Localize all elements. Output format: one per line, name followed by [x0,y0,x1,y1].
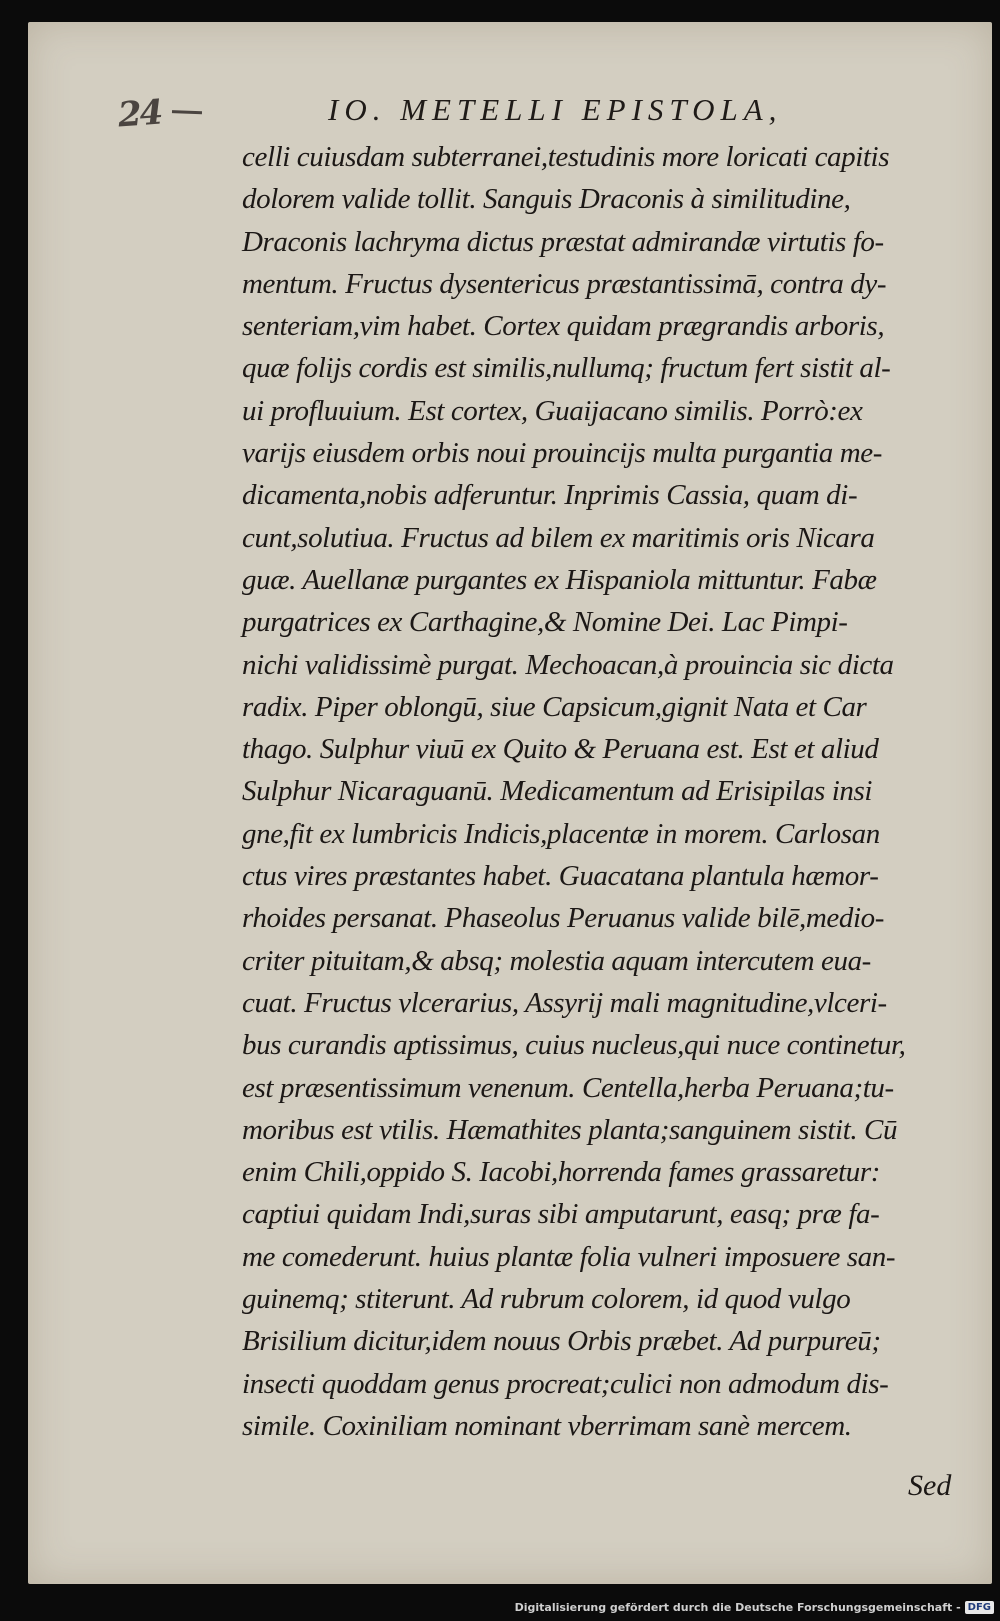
catchword: Sed [908,1469,952,1502]
text-line: Brisilium dicitur,idem nouus Orbis præbet. Ad purpureū; [242,1325,881,1358]
text-line: captiui quidam Indi,suras sibi amputarunt, easq; præ fa- [242,1198,880,1231]
handwritten-folio-number: 24 [116,92,163,136]
text-line: radix. Piper oblongū, siue Capsicum,gignit Nata et Car [242,690,867,723]
text-line: cuat. Fructus vlcerarius, Assyrij mali magnitudine,vlceri- [242,986,887,1019]
text-line: enim Chili,oppido S. Iacobi,horrenda fames grassaretur: [242,1156,880,1189]
text-line: nichi validissimè purgat. Mechoacan,à prouincia sic dicta [242,648,894,681]
text-line: me comederunt. huius plantæ folia vulneri imposuere san- [242,1240,896,1273]
text-line: purgatrices ex Carthagine,& Nomine Dei. Lac Pimpi- [242,606,848,639]
text-line: guæ. Auellanæ purgantes ex Hispaniola mittuntur. Fabæ [242,563,877,596]
dfg-logo-icon: DFG [965,1601,994,1614]
text-line: quæ folijs cordis est similis,nullumq; fructum fert sistit al- [242,352,891,385]
text-line: Sulphur Nicaraguanū. Medicamentum ad Erisipilas insi [242,775,873,808]
text-line: bus curandis aptissimus, cuius nucleus,qui nuce continetur, [242,1029,906,1062]
funding-credit: Digitalisierung gefördert durch die Deutsche Forschungsgemeinschaft - [514,1600,961,1614]
text-line: insecti quoddam genus procreat;culici non admodum dis- [242,1367,889,1400]
text-line: thago. Sulphur viuū ex Quito & Peruana est. Est et aliud [242,733,879,766]
text-line: simile. Coxiniliam nominant vberrimam sanè mercem. [242,1409,852,1442]
text-line: dolorem valide tollit. Sanguis Draconis à similitudine, [242,183,851,216]
body-text [242,136,984,1447]
text-line: Draconis lachryma dictus præstat admirandæ virtutis fo- [242,225,884,258]
running-head: IO. METELLI EPISTOLA, [328,92,783,127]
text-line: celli cuiusdam subterranei,testudinis more loricati capitis [242,141,890,173]
book-page [28,22,992,1584]
text-line: est præsentissimum venenum. Centella,herba Peruana;tu- [242,1071,894,1104]
text-line: cunt,solutiua. Fructus ad bilem ex maritimis oris Nicara [242,521,875,554]
text-line: senteriam,vim habet. Cortex quidam prægrandis arboris, [242,310,885,343]
text-line: rhoides persanat. Phaseolus Peruanus valide bilē,medio- [242,902,884,935]
text-line: guinemq; stiterunt. Ad rubrum colorem, id quod vulgo [242,1283,851,1316]
text-line: mentum. Fructus dysentericus præstantissimā, contra dy- [242,267,887,300]
text-line: moribus est vtilis. Hæmathites planta;sanguinem sistit. Cū [242,1113,898,1146]
text-line: ui profluuium. Est cortex, Guaijacano similis. Porrò:ex [242,394,863,427]
text-line: gne,fit ex lumbricis Indicis,placentæ in morem. Carlosan [242,817,880,850]
text-line: dicamenta,nobis adferuntur. Inprimis Cassia, quam di- [242,479,858,512]
digitization-footer [515,1598,994,1616]
text-line: varijs eiusdem orbis noui prouincijs multa purgantia me- [242,437,883,470]
text-line: ctus vires præstantes habet. Guacatana plantula hæmor- [242,860,879,893]
text-line: criter pituitam,& absq; molestia aquam intercutem eua- [242,944,871,977]
